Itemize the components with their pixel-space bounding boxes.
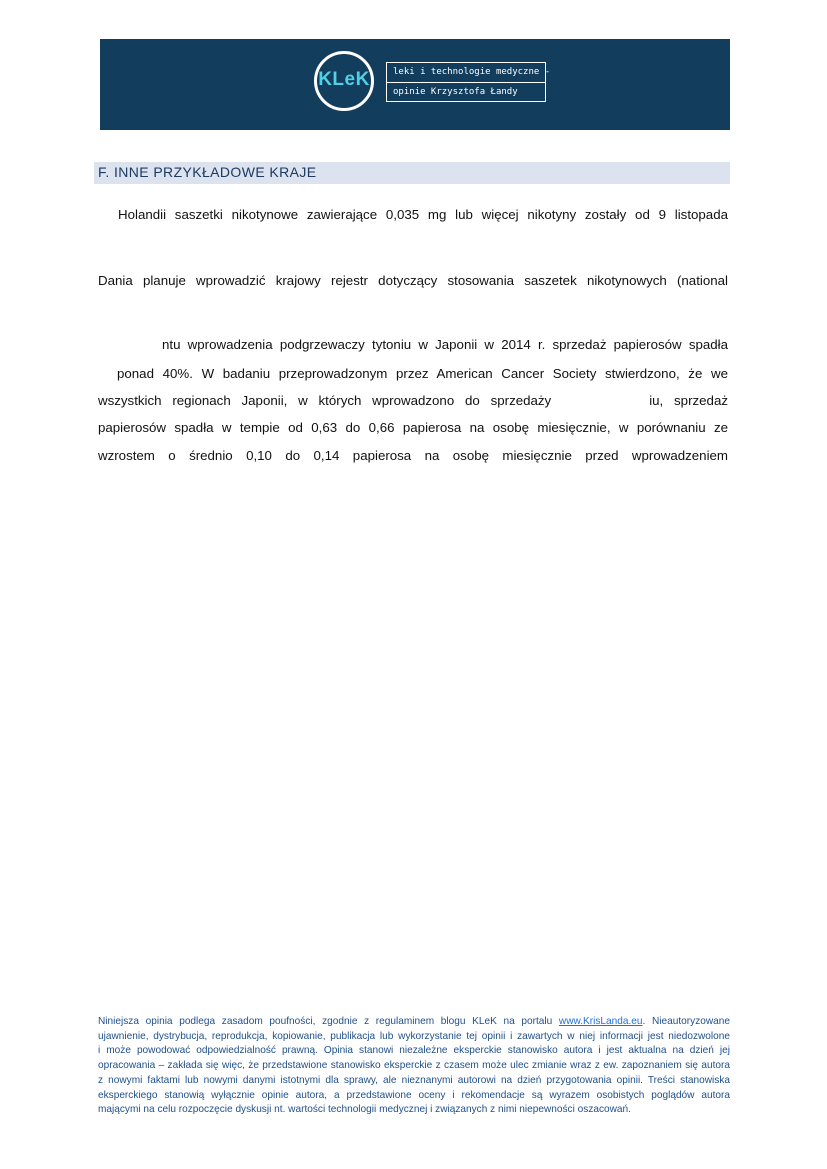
footer-line-4: opracowania – zakłada się więc, że przedstawione stanowisko eksperckie z czasem może ulec zmianie wraz z ew. zapoznaniem się autora bbox=[98, 1060, 730, 1072]
body-line-japan-2: ponad 40%. W badaniu przeprowadzonym przez American Cancer Society stwierdzono, że we bbox=[117, 366, 728, 381]
body-line-japan-3b: iu, sprzedaż bbox=[649, 393, 728, 408]
confidentiality-footer bbox=[98, 1015, 730, 1118]
body-line-denmark: Dania planuje wprowadzić krajowy rejestr dotyczący stosowania saszetek nikotynowych (national bbox=[98, 273, 728, 288]
footer-text-1b: . Nieautoryzowane bbox=[642, 1016, 730, 1027]
section-heading-bar bbox=[94, 162, 730, 184]
section-title: F. INNE PRZYKŁADOWE KRAJE bbox=[98, 164, 317, 180]
footer-line-3: i może powodować odpowiedzialność prawną. Opinia stanowi niezależne eksperckie stanowisko autora i jest aktualna na dzień jej bbox=[98, 1045, 730, 1057]
body-line-japan-3 bbox=[98, 393, 728, 408]
footer-text-1a: Niniejsza opinia podlega zasadom poufności, zgodnie z regulaminem blogu KLeK na portalu bbox=[98, 1016, 553, 1027]
footer-line-6: eksperckiego stanowią wyłącznie opinie autora, a przedstawione oceny i rekomendacje są wyrazem osobistych poglądów autora bbox=[98, 1089, 730, 1101]
tagline-line-2: opinie Krzysztofa Łandy bbox=[386, 82, 546, 102]
body-line-japan-3a: wszystkich regionach Japonii, w których wprowadzono do sprzedaży bbox=[98, 393, 552, 408]
body-line-japan-5: wzrostem o średnio 0,10 do 0,14 papierosa na osobę miesięcznie przed wprowadzeniem bbox=[98, 448, 728, 463]
krislanda-link[interactable]: www.KrisLanda.eu bbox=[558, 1016, 643, 1027]
footer-line-2: ujawnienie, dystrybucja, reprodukcja, kopiowanie, publikacja lub wykorzystanie tej opinii i zawartych w niej informacji jest niedozwolone bbox=[98, 1030, 730, 1042]
footer-line-1 bbox=[98, 1015, 730, 1030]
body-line-netherlands: Holandii saszetki nikotynowe zawierające 0,035 mg lub więcej nikotyny zostały od 9 listopada bbox=[118, 207, 728, 222]
footer-line-5: z nowymi faktami lub nowymi danymi istotnymi dla sprawy, ale nieznanymi autorowi na dzień przygotowania opinii. Treści stanowiska bbox=[98, 1074, 730, 1086]
footer-line-7: mającymi na celu rozpoczęcie dyskusji nt. wartości technologii medycznej i związanych z nimi niepewności oszacowań. bbox=[98, 1104, 631, 1116]
tagline-line-1: leki i technologie medyczne - bbox=[386, 62, 546, 82]
logo-text: KLeK bbox=[318, 69, 370, 90]
header-banner bbox=[100, 39, 730, 130]
body-line-japan-1: ntu wprowadzenia podgrzewaczy tytoniu w Japonii w 2014 r. sprzedaż papierosów spadła bbox=[162, 337, 728, 352]
klek-logo bbox=[314, 51, 374, 111]
body-line-japan-4: papierosów spadła w tempie od 0,63 do 0,66 papierosa na osobę miesięcznie, w porównaniu ze bbox=[98, 420, 728, 435]
